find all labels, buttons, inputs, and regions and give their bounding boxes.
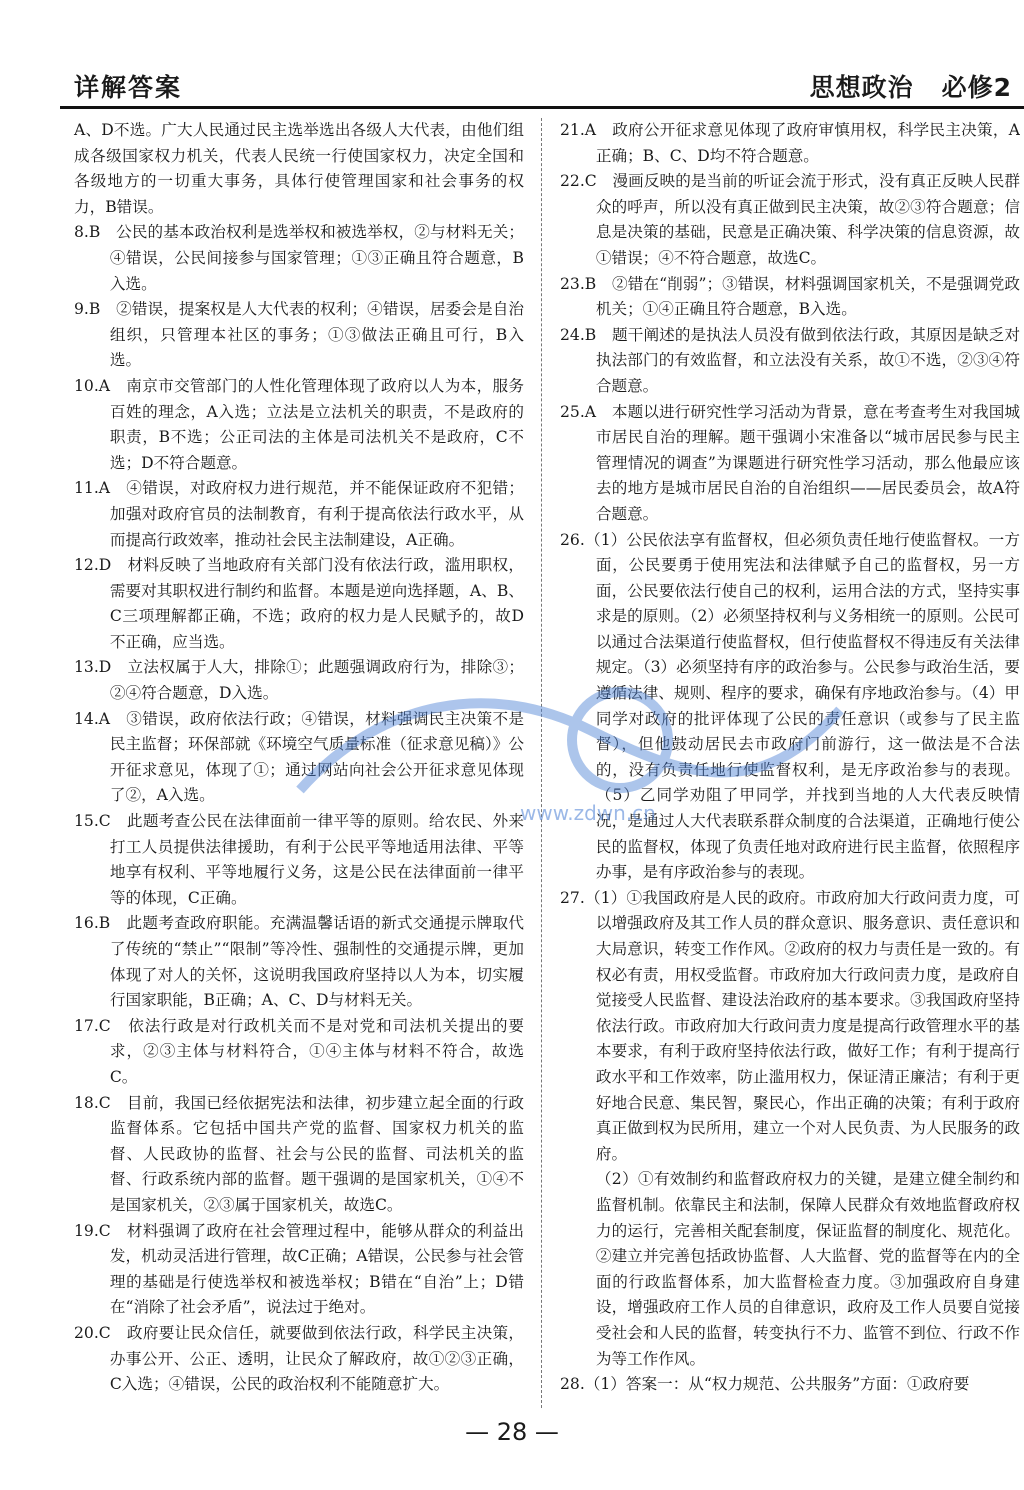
answer-item-22: 22.C 漫画反映的是当前的听证会流于形式，没有真正反映人民群众的呼声，所以没有真正做到民主决策，故②③符合题意；信息是决策的基础，民意是正确决策、科学决策的信息资源，故①错误；④不符合题意，故选C。 <box>560 172 1020 267</box>
answer-item-28: 28.（1）答案一：从“权力规范、公共服务”方面：①政府要 <box>560 1375 970 1394</box>
answer-item-19: 19.C 材料强调了政府在社会管理过程中，能够从群众的利益出发，机动灵活进行管理，故C正确；A错误，公民参与社会管理的基础是行使选举权和被选举权；B错在“自治”上；D错在“消除了社会矛盾”，说法过于绝对。 <box>74 1221 524 1317</box>
column-divider <box>541 118 542 1408</box>
answer-item-27-part2: （2）①有效制约和监督政府权力的关键，是建立健全制约和监督机制。依靠民主和法制，保障人民群众有效地监督政府权力的运行，完善相关配套制度，保证监督的制度化、规范化。②建立并完善包括政协监督、人大监督、党的监督等在内的全面的行政监督体系，加大监督检查力度。③加强政府自身建设，增强政府工作人员的自律意识，政府及工作人员要自觉接受社会和人民的监督，转变执行不力、监管不到位、行政不作为等工作作风。 <box>595 1170 1020 1368</box>
page-number-value: 28 <box>496 1418 528 1446</box>
answer-item-24: 24.B 题干阐述的是执法人员没有做到依法行政，其原因是缺乏对执法部门的有效监督，和立法没有关系，故①不选，②③④符合题意。 <box>560 325 1020 395</box>
page-header <box>0 0 1024 110</box>
subject-name: 思想政治 <box>809 73 914 102</box>
answer-item-25: 25.A 本题以进行研究性学习活动为背景，意在考查考生对我国城市居民自治的理解。题干强调小宋准备以“城市居民参与民主管理情况的调查”为课题进行研究性学习活动，那么他最应该去的地方是城市居民自治的自治组织——居民委员会，故A符合题意。 <box>560 402 1020 523</box>
continued-answer: A、D不选。广大人民通过民主选举选出各级人大代表，由他们组成各级国家权力机关，代表人民统一行使国家权力，决定全国和各级地方的一切重大事务，具体行使管理国家和社会事务的权力，B错误。 <box>74 121 524 216</box>
left-column <box>74 118 524 1398</box>
subject-label <box>810 68 1012 104</box>
answer-item-11: 11.A ④错误，对政府权力进行规范，并不能保证政府不犯错；加强对政府官员的法制教育，有利于提高依法行政水平，从而提高行政效率，推动社会民主法制建设，A正确。 <box>74 479 524 549</box>
right-column <box>560 118 1020 1416</box>
answer-item-9: 9.B ②错误，提案权是人大代表的权利；④错误，居委会是自治组织，只管理本社区的事务；①③做法正确且可行，B入选。 <box>74 300 524 370</box>
answer-item-27-part1: 27.（1）①我国政府是人民的政府。市政府加大行政问责力度，可以增强政府及其工作人员的群众意识、服务意识、责任意识和大局意识，转变工作作风。②政府的权力与责任是一致的。有权必有责，用权受监督。市政府加大行政问责力度，是政府自觉接受人民监督、建设法治政府的基本要求。③我国政府坚持依法行政。市政府加大行政问责力度是提高行政管理水平的基本要求，有利于政府坚持依法行政，做好工作；有利于提高行政水平和工作效率，防止滥用权力，保证清正廉洁；有利于更好地合民意、集民智，聚民心，作出正确的决策；有利于政府真正做到权为民所用，建立一个对人民负责、为人民服务的政府。 <box>560 888 1020 1163</box>
answer-item-23: 23.B ②错在“削弱”；③错误，材料强调国家机关，不是强调党政机关；①④正确且符合题意，B入选。 <box>560 274 1020 319</box>
answer-item-26: 26.（1）公民依法享有监督权，但必须负责任地行使监督权。一方面，公民要勇于使用宪法和法律赋予自己的监督权，另一方面，公民要依法行使自己的权利，运用合法的方式，坚持实事求是的原则。（2）必须坚持权利与义务相统一的原则。公民可以通过合法渠道行使监督权，但行使监督权不得违反有关法律规定。（3）必须坚持有序的政治参与。公民参与政治生活，要遵循法律、规则、程序的要求，确保有序地政治参与。（4）甲同学对政府的批评体现了公民的责任意识（或参与了民主监督），但他鼓动居民去市政府门前游行，这一做法是不合法的，没有负责任地行使监督权利，是无序政治参与的表现。（5）乙同学劝阻了甲同学，并找到当地的人大代表反映情况，是通过人大代表联系群众制度的合法渠道，正确地行使公民的监督权，体现了负责任地对政府进行民主监督，依照程序办事，是有序政治参与的表现。 <box>560 530 1020 882</box>
watermark-domain: www.zdwn.cn <box>520 801 656 825</box>
answer-item-8: 8.B 公民的基本政治权利是选举权和被选举权，②与材料无关；④错误，公民间接参与国家管理；①③正确且符合题意，B入选。 <box>74 223 524 293</box>
book-title: 详解答案 <box>74 73 183 102</box>
answer-item-16: 16.B 此题考查政府职能。充满温馨话语的新式交通提示牌取代了传统的“禁止”“限制”等冷性、强制性的交通提示牌，更加体现了对人的关怀，这说明我国政府坚持以人为本，切实履行国家职能，B正确；A、C、D与材料无关。 <box>74 914 524 1010</box>
answer-item-15: 15.C 此题考查公民在法律面前一律平等的原则。给农民、外来打工人员提供法律援助，有利于公民平等地适用法律、平等地享有权利、平等地履行义务，这是公民在法律面前一律平等的体现，C正确。 <box>74 812 524 907</box>
answer-item-21: 21.A 政府公开征求意见体现了政府审慎用权，科学民主决策，A正确；B、C、D均不符合题意。 <box>560 121 1020 165</box>
answer-item-17: 17.C 依法行政是对行政机关而不是对党和司法机关提出的要求，②③主体与材料符合，①④主体与材料不符合，故选C。 <box>74 1016 524 1086</box>
answer-item-18: 18.C 目前，我国已经依据宪法和法律，初步建立起全面的行政监督体系。它包括中国共产党的监督、国家权力机关的监督、人民政协的监督、社会与公民的监督、司法机关的监督、行政系统内部的监督。题干强调的是国家机关，①④不是国家机关，②③属于国家机关，故选C。 <box>74 1093 524 1214</box>
page-number: — 28 — <box>465 1418 559 1446</box>
volume-name: 必修2 <box>941 73 1012 102</box>
answer-item-14: 14.A ③错误，政府依法行政；④错误，材料强调民主决策不是民主监督；环保部就《环境空气质量标准（征求意见稿）》公开征求意见，体现了①；通过网站向社会公开征求意见体现了②，A入选。 <box>74 709 524 805</box>
header-rule <box>60 106 1024 109</box>
answer-item-10: 10.A 南京市交管部门的人性化管理体现了政府以人为本，服务百姓的理念，A入选；立法是立法机关的职责，不是政府的职责，B不选；公正司法的主体是司法机关不是政府，C不选；D不符合题意。 <box>74 376 524 472</box>
answer-item-13: 13.D 立法权属于人大，排除①；此题强调政府行为，排除③；②④符合题意，D入选。 <box>74 658 524 703</box>
answer-item-12: 12.D 材料反映了当地政府有关部门没有依法行政，滥用职权，需要对其职权进行制约和监督。本题是逆向选择题，A、B、C三项理解都正确，不选；政府的权力是人民赋予的，故D不正确，应当选。 <box>74 556 524 651</box>
answer-item-20: 20.C 政府要让民众信任，就要做到依法行政，科学民主决策，办事公开、公正、透明，让民众了解政府，故①②③正确，C入选；④错误，公民的政治权利不能随意扩大。 <box>74 1323 524 1394</box>
